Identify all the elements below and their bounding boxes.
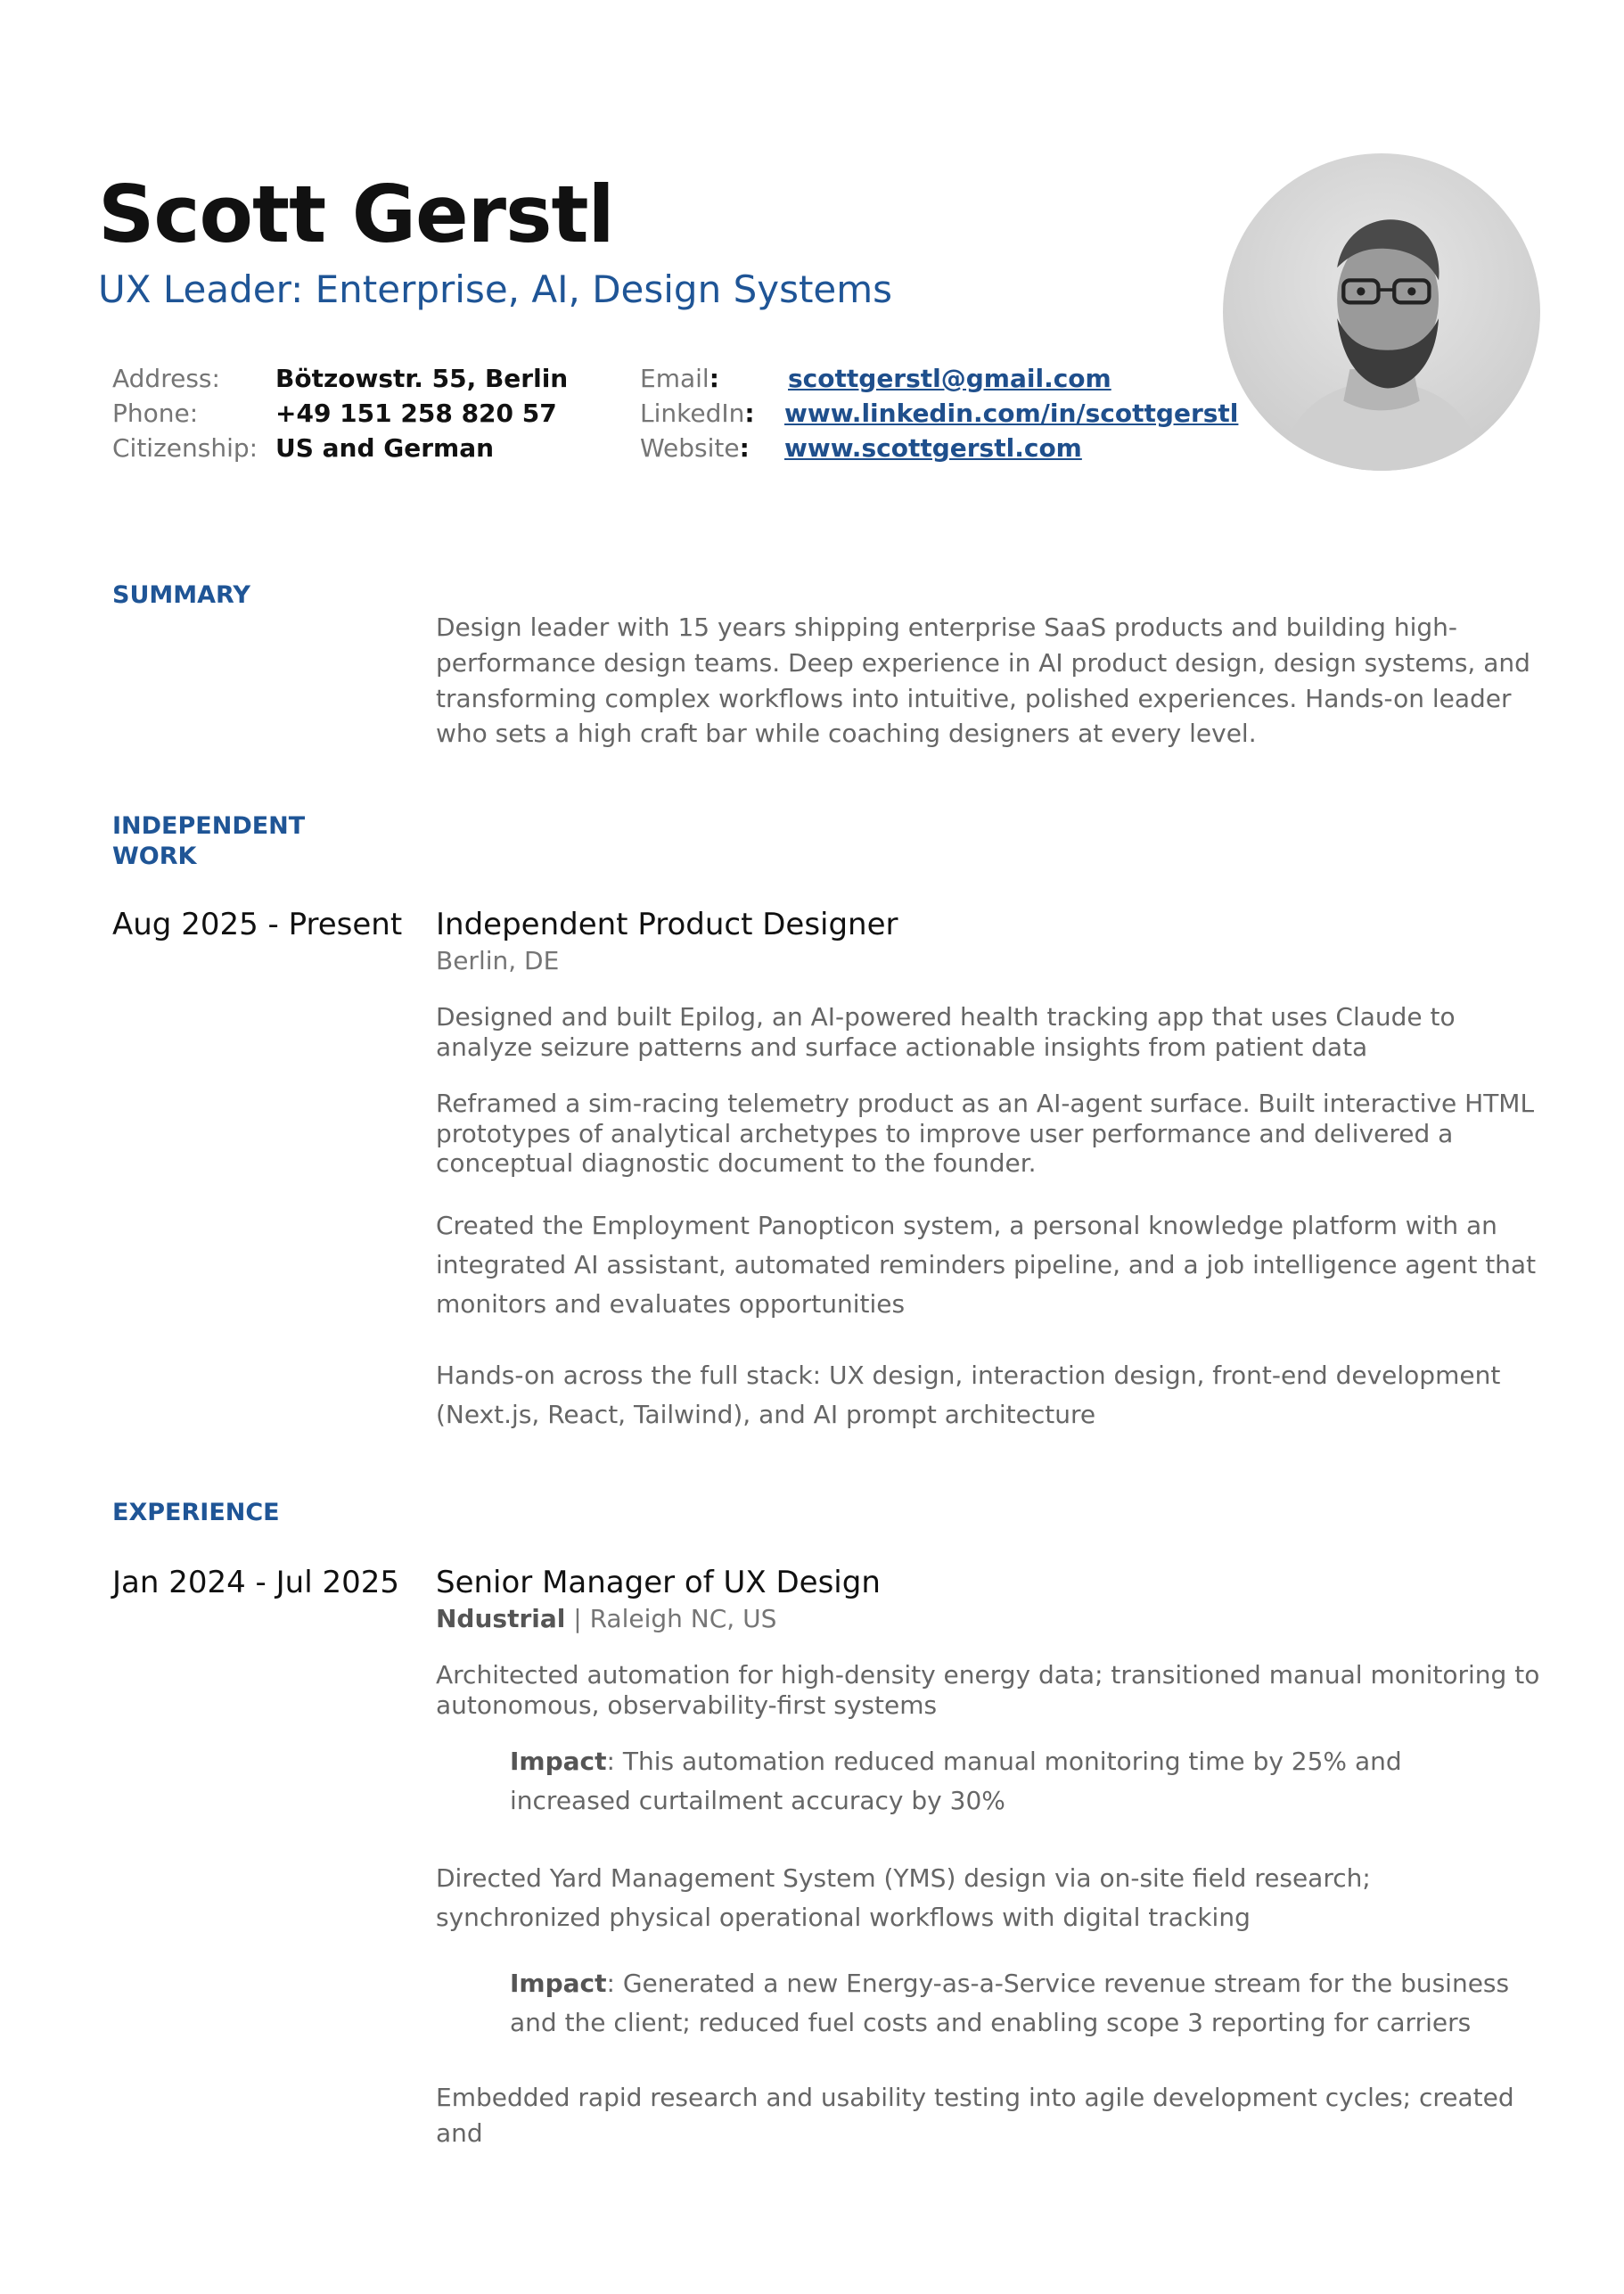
experience-company-location: Ndustrial | Raleigh NC, US [436, 1604, 777, 1633]
citizenship-label: Citizenship: [112, 433, 258, 463]
summary-text: Design leader with 15 years shipping enterprise SaaS products and building high-performance design teams. Deep experience in AI product design, design systems, and transforming complex workflows into intuitive, polished experiences. Hands-on leader who sets a high craft bar while coaching designers at every level. [436, 613, 1530, 749]
independent-bullet: Hands-on across the full stack: UX design, interaction design, front-end development (Next.js, React, Tailwind), and AI prompt architecture [436, 1361, 1501, 1430]
summary-heading: SUMMARY [112, 581, 250, 609]
address-value: Bötzowstr. 55, Berlin [275, 364, 569, 393]
experience-job-title: Senior Manager of UX Design [436, 1565, 881, 1600]
independent-bullet: Reframed a sim-racing telemetry product as an AI-agent surface. Built interactive HTML prototypes of analytical archetypes to improve user performance and delivered a conceptual diagnostic document to the founder. [436, 1089, 1535, 1179]
experience-heading: EXPERIENCE [112, 1499, 280, 1526]
independent-location: Berlin, DE [436, 946, 560, 975]
independent-work-heading: INDEPENDENT WORK [112, 812, 306, 870]
profile-photo [1223, 153, 1540, 471]
headline: UX Leader: Enterprise, AI, Design Systems [98, 267, 893, 311]
experience-item: Embedded rapid research and usability testing into agile development cycles; created and [436, 2083, 1514, 2148]
independent-bullet: Created the Employment Panopticon system, a personal knowledge platform with an integrated AI assistant, automated reminders pipeline, and a job intelligence agent that monitors and evaluates opportunities [436, 1211, 1537, 1320]
linkedin-label: LinkedIn: [640, 399, 755, 428]
linkedin-link[interactable]: www.linkedin.com/in/scottgerstl [784, 399, 1239, 428]
independent-date: Aug 2025 - Present [112, 907, 403, 942]
website-label: Website: [640, 433, 750, 463]
impact-statement: Impact: Generated a new Energy-as-a-Service revenue stream for the business and the client; reduced fuel costs and enabling scope 3 reporting for carriers [510, 1969, 1510, 2038]
candidate-name: Scott Gerstl [98, 169, 614, 260]
address-label: Address: [112, 364, 220, 393]
email-label: Email: [640, 364, 719, 393]
website-link[interactable]: www.scottgerstl.com [784, 433, 1082, 463]
experience-item: Directed Yard Management System (YMS) design via on-site field research; synchronized physical operational workflows with digital tracking [436, 1863, 1371, 1933]
experience-date: Jan 2024 - Jul 2025 [112, 1565, 399, 1600]
impact-statement: Impact: This automation reduced manual monitoring time by 25% and increased curtailment accuracy by 30% [510, 1747, 1402, 1816]
independent-job-title: Independent Product Designer [436, 907, 898, 942]
phone-value: +49 151 258 820 57 [275, 399, 557, 428]
email-link[interactable]: scottgerstl@gmail.com [788, 364, 1111, 393]
independent-bullet: Designed and built Epilog, an AI-powered health tracking app that uses Claude to analyze seizure patterns and surface actionable insights from patient data [436, 1002, 1456, 1062]
phone-label: Phone: [112, 399, 199, 428]
company-name: Ndustrial [436, 1604, 566, 1633]
citizenship-value: US and German [275, 433, 495, 463]
experience-item: Architected automation for high-density energy data; transitioned manual monitoring to autonomous, observability-first systems [436, 1660, 1540, 1720]
